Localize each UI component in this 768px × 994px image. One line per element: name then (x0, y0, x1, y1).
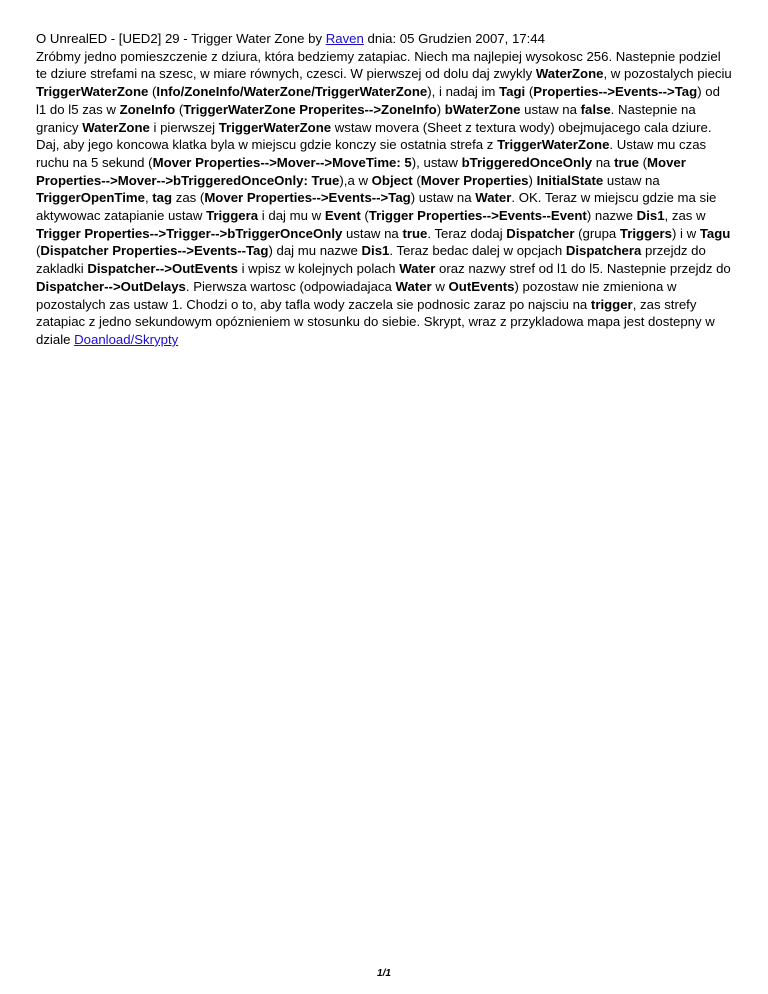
bold-term: Object (371, 172, 413, 188)
header-date: dnia: 05 Grudzien 2007, 17:44 (363, 31, 545, 46)
body-text: i pierwszej (149, 119, 219, 135)
bold-term: Tagi (499, 84, 526, 100)
bold-term: true (402, 225, 428, 241)
bold-term: true (614, 154, 639, 170)
bold-term: Properties-->Events-->Tag (533, 84, 698, 100)
body-text: przejdz do zakladki (36, 243, 706, 277)
body-text: , (144, 190, 153, 206)
bold-term: Dispatcher-->OutDelays (36, 278, 186, 294)
body-text: . Teraz bedac dalej w opcjach (389, 243, 566, 259)
download-scripts-link[interactable]: Doanload/Skrypty (74, 331, 179, 347)
bold-term: ZoneInfo (119, 101, 176, 117)
header-prefix: O UnrealED - [UED2] 29 - Trigger Water Zone by (36, 31, 326, 46)
body-text: i wpisz w kolejnych polach (237, 261, 400, 277)
body-text: zas ( (172, 190, 205, 206)
body-text: ),a w (339, 172, 372, 188)
bold-term: TriggerWaterZone (497, 137, 610, 153)
bold-term: Dispatcher (506, 225, 575, 241)
body-text: ) nazwe (586, 208, 637, 224)
body-text: ustaw na (342, 225, 403, 241)
bold-term: Mover Properties (420, 172, 529, 188)
bold-term: WaterZone (82, 119, 150, 135)
page-number: 1/1 (377, 968, 391, 979)
body-text: ( (148, 84, 157, 100)
body-text: . Ustaw mu czas ruchu na 5 sekund ( (36, 137, 707, 170)
body-text: ) ustaw na (410, 190, 476, 206)
author-link[interactable]: Raven (325, 31, 364, 46)
bold-term: InitialState (536, 172, 604, 188)
bold-term: Mover Properties-->Mover-->bTriggeredOnceOnly: True (36, 154, 686, 188)
bold-term: TriggerWaterZone (36, 84, 149, 100)
bold-term: Dispatcher Properties-->Events--Tag (40, 243, 269, 259)
bold-term: Dis1 (361, 243, 390, 259)
bold-term: Mover Properties-->Events-->Tag (204, 190, 411, 206)
body-text: , zas w (664, 208, 706, 224)
bold-term: Tagu (699, 225, 731, 241)
bold-term: Dispatchera (565, 243, 642, 259)
bold-term: tag (152, 190, 173, 206)
body-text: wstaw movera (Sheet z textura wody) obejmujacego cala dziure. Daj, aby jego koncowa klatka byla w miejscu gdzie konczy sie ostatnia strefa z (36, 119, 712, 153)
body-text: ( (360, 208, 369, 224)
body-text: ( (175, 101, 184, 117)
bold-term: Water (475, 190, 512, 206)
bold-term: Trigger Properties-->Events--Event (368, 208, 587, 224)
bold-term: Triggera (206, 208, 259, 224)
body-text: na (592, 154, 615, 170)
bold-term: Mover Properties-->Mover-->MoveTime: 5 (152, 154, 412, 170)
bold-term: Event (324, 208, 361, 224)
body-text: ( (412, 172, 421, 188)
body-text: ), ustaw (411, 154, 462, 170)
body-text: ( (638, 154, 648, 170)
bold-term: WaterZone (535, 66, 604, 82)
bold-term: TriggerOpenTime (36, 190, 145, 206)
body-text: , zas strefy zatapiac z jedno sekundowym opóznieniem w stosunku do siebie. Skrypt, wraz z przykladowa mapa jest dostepny w dziale (36, 296, 715, 347)
body-text: oraz nazwy stref od l1 do l5. Nastepnie przejdz do (435, 261, 731, 277)
body-text: ( (525, 84, 534, 100)
body-text: ) (436, 101, 445, 117)
bold-term: trigger (590, 296, 633, 312)
bold-term: Dispatcher-->OutEvents (87, 261, 238, 277)
bold-term: OutEvents (448, 278, 515, 294)
body-text: . Teraz dodaj (427, 225, 507, 241)
bold-term: Water (395, 278, 432, 294)
bold-term: Dis1 (636, 208, 665, 224)
bold-term: Water (399, 261, 436, 277)
bold-term: TriggerWaterZone (218, 119, 332, 135)
body-text: ( (36, 243, 41, 259)
bold-term: false (580, 101, 611, 117)
article-text (36, 30, 732, 349)
body-text: ) pozostaw nie zmieniona w pozostalych zas ustaw 1. Chodzi o to, aby tafla wody zaczela sie podnosic zaraz po najsciu na (36, 278, 677, 312)
bold-term: TriggerWaterZone Properites-->ZoneInfo (183, 101, 437, 117)
bold-term: Trigger Properties-->Trigger-->bTriggerOnceOnly (36, 225, 343, 241)
bold-term: Triggers (619, 225, 672, 241)
body-text: ), i nadaj im (427, 84, 500, 100)
body-text: ustaw na (603, 172, 660, 188)
body-text: Zróbmy jedno pomieszczenie z dziura, która bedziemy zatapiac. Niech ma najlepiej wysokosc 256. Nastepnie podziel te dziure strefami na szesc, w miare równych, czesci. W pierwszej od dolu daj zwykly (36, 48, 721, 82)
body-text: (grupa (574, 225, 620, 241)
bold-term: bWaterZone (444, 101, 521, 117)
bold-term: Info/ZoneInfo/WaterZone/TriggerWaterZone (156, 84, 428, 100)
body-text: ) i w (671, 225, 700, 241)
body-text: . Pierwsza wartosc (odpowiadajaca (185, 278, 396, 294)
body-text: w (431, 278, 449, 294)
body-text: ) od l1 do l5 zas w (36, 84, 720, 117)
body-text: ) daj mu nazwe (268, 243, 362, 259)
bold-term: bTriggeredOnceOnly (461, 154, 593, 170)
body-text: ) (528, 172, 537, 188)
body-text: ustaw na (520, 101, 581, 117)
body-text: i daj mu w (258, 208, 325, 224)
body-text: , w pozostalych pieciu (603, 66, 732, 82)
body-text: . Nastepnie na granicy (36, 101, 696, 135)
body-text: . OK. Teraz w miejscu gdzie ma sie aktywowac zatapianie ustaw (36, 190, 717, 224)
